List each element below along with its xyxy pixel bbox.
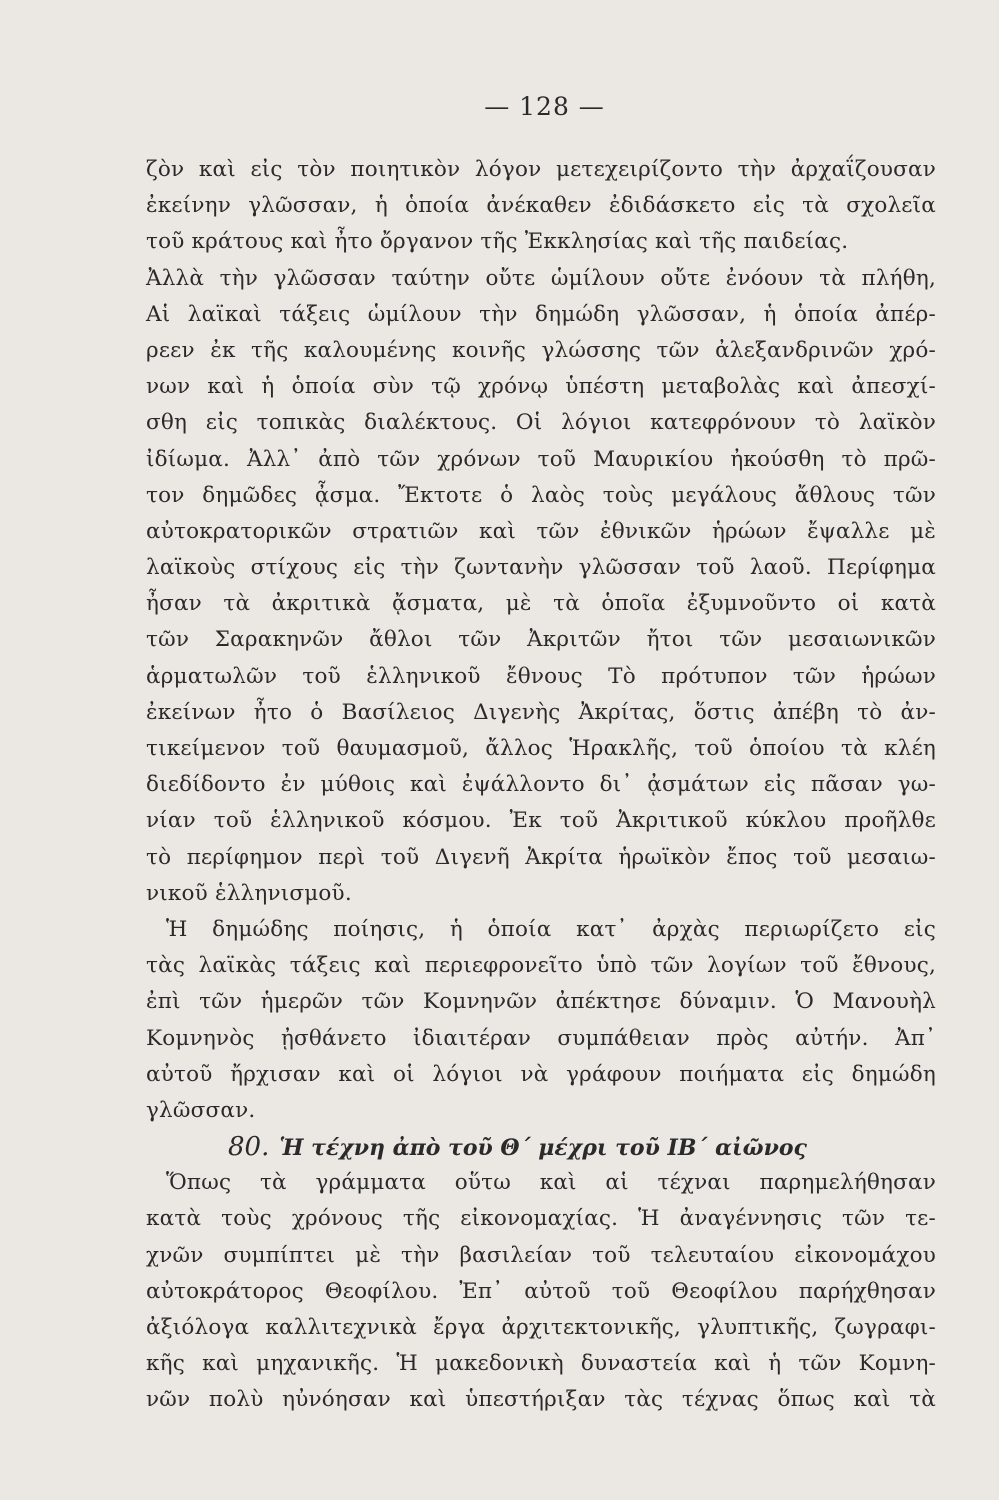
text-line: τῶν Σαρακηνῶν ἄθλοι τῶν Ἀκριτῶν ἤτοι τῶν μεσαιωνικῶν (146, 627, 936, 653)
text-line: αὐτοκράτορος Θεοφίλου. Ἐπ᾽ αὐτοῦ τοῦ Θεοφίλου παρήχθησαν (146, 1278, 936, 1304)
text-line: χνῶν συμπίπτει μὲ τὴν βασιλείαν τοῦ τελευταίου εἰκονομάχου (146, 1242, 936, 1268)
section-number: 80. (228, 1132, 270, 1163)
text-line: νίαν τοῦ ἑλληνικοῦ κόσμου. Ἐκ τοῦ Ἀκριτικοῦ κύκλου προῆλθε (146, 808, 936, 834)
text-line: διεδίδοντο ἐν μύθοις καὶ ἐψάλλοντο δι᾽ ᾀσμάτων εἰς πᾶσαν γω- (146, 772, 936, 798)
text-line: ἐπὶ τῶν ἡμερῶν τῶν Κομνηνῶν ἀπέκτησε δύναμιν. Ὁ Μανουὴλ (146, 989, 936, 1015)
text-line: τον δημῶδες ᾆσμα. Ἔκτοτε ὁ λαὸς τοὺς μεγάλους ἄθλους τῶν (146, 482, 936, 508)
text-line: ζὸν καὶ εἰς τὸν ποιητικὸν λόγον μετεχειρίζοντο τὴν ἀρχαΐζουσαν (146, 157, 936, 182)
text-line: νων καὶ ἡ ὁποία σὺν τῷ χρόνῳ ὑπέστη μεταβολὰς καὶ ἀπεσχί- (146, 374, 936, 400)
text-line: ἐκείνων ἦτο ὁ Βασίλειος Διγενὴς Ἀκρίτας, ὅστις ἀπέβη τὸ ἀν- (146, 699, 936, 725)
text-line: ἀξιόλογα καλλιτεχνικὰ ἔργα ἀρχιτεκτονικῆς, γλυπτικῆς, ζωγραφι- (146, 1315, 936, 1340)
text-line: νικοῦ ἑλληνισμοῦ. (146, 880, 352, 906)
text-line: τὰς λαϊκὰς τάξεις καὶ περιεφρονεῖτο ὑπὸ τῶν λογίων τοῦ ἔθνους, (146, 953, 936, 979)
text-line: κατὰ τοὺς χρόνους τῆς εἰκονομαχίας. Ἡ ἀναγέννησις τῶν τε- (146, 1206, 936, 1232)
text-line: αὐτοῦ ἤρχισαν καὶ οἱ λόγιοι νὰ γράφουν ποιήματα εἰς δημώδη (146, 1061, 936, 1087)
text-line: σθη εἰς τοπικὰς διαλέκτους. Οἱ λόγιοι κατεφρόνουν τὸ λαϊκὸν (146, 410, 936, 436)
text-line: γλῶσσαν. (146, 1097, 256, 1123)
text-line: κῆς καὶ μηχανικῆς. Ἡ μακεδονικὴ δυναστεία καὶ ἡ τῶν Κομνη- (146, 1351, 936, 1377)
page-number: — 128 — (484, 92, 605, 121)
text-line: λαϊκοὺς στίχους εἰς τὴν ζωντανὴν γλῶσσαν τοῦ λαοῦ. Περίφημα (146, 555, 936, 581)
text-line: Ἡ δημώδης ποίησις, ἡ ὁποία κατ᾽ ἀρχὰς περιωρίζετο εἰς (166, 916, 936, 942)
text-line: τὸ περίφημον περὶ τοῦ Διγενῆ Ἀκρίτα ἡρωϊκὸν ἔπος τοῦ μεσαιω- (146, 844, 936, 870)
text-line: Κομνηνὸς ᾐσθάνετο ἰδιαιτέραν συμπάθειαν πρὸς αὐτήν. Ἀπ᾽ (146, 1025, 936, 1051)
text-line: Ὅπως τὰ γράμματα οὕτω καὶ αἱ τέχναι παρημελήθησαν (166, 1170, 936, 1196)
text-line: νῶν πολὺ ηὐνόησαν καὶ ὑπεστήριξαν τὰς τέχνας ὅπως καὶ τὰ (146, 1387, 936, 1413)
text-line: ἐκείνην γλῶσσαν, ἡ ὁποία ἀνέκαθεν ἐδιδάσκετο εἰς τὰ σχολεῖα (146, 193, 936, 219)
text-line: τοῦ κράτους καὶ ἦτο ὄργανον τῆς Ἐκκλησίας καὶ τῆς παιδείας. (146, 229, 849, 255)
text-line: ἦσαν τὰ ἀκριτικὰ ᾄσματα, μὲ τὰ ὁποῖα ἐξυμνοῦντο οἱ κατὰ (146, 591, 936, 617)
text-line: ἰδίωμα. Ἀλλ᾽ ἀπὸ τῶν χρόνων τοῦ Μαυρικίου ἠκούσθη τὸ πρῶ- (146, 446, 936, 472)
section-heading (146, 1129, 936, 1165)
text-line: ἁρματωλῶν τοῦ ἑλληνικοῦ ἔθνους Τὸ πρότυπον τῶν ἡρώων (146, 663, 936, 689)
text-line: ρεεν ἐκ τῆς καλουμένης κοινῆς γλώσσης τῶν ἀλεξανδρινῶν χρό- (146, 337, 936, 363)
text-line: αὐτοκρατορικῶν στρατιῶν καὶ τῶν ἐθνικῶν ἡρώων ἔψαλλε μὲ (146, 518, 936, 544)
body-text (146, 152, 936, 1419)
text-line: Ἀλλὰ τὴν γλῶσσαν ταύτην οὔτε ὡμίλουν οὔτε ἐνόουν τὰ πλήθη, (146, 265, 936, 291)
text-line: τικείμενον τοῦ θαυμασμοῦ, ἄλλος Ἡρακλῆς, τοῦ ὁποίου τὰ κλέη (146, 736, 936, 761)
section-title: Ἡ τέχνη ἀπὸ τοῦ Θ´ μέχρι τοῦ ΙΒ´ αἰῶνος (279, 1135, 807, 1162)
text-line: Αἱ λαϊκαὶ τάξεις ὡμίλουν τὴν δημώδη γλῶσσαν, ἡ ὁποία ἀπέρ- (146, 301, 936, 327)
